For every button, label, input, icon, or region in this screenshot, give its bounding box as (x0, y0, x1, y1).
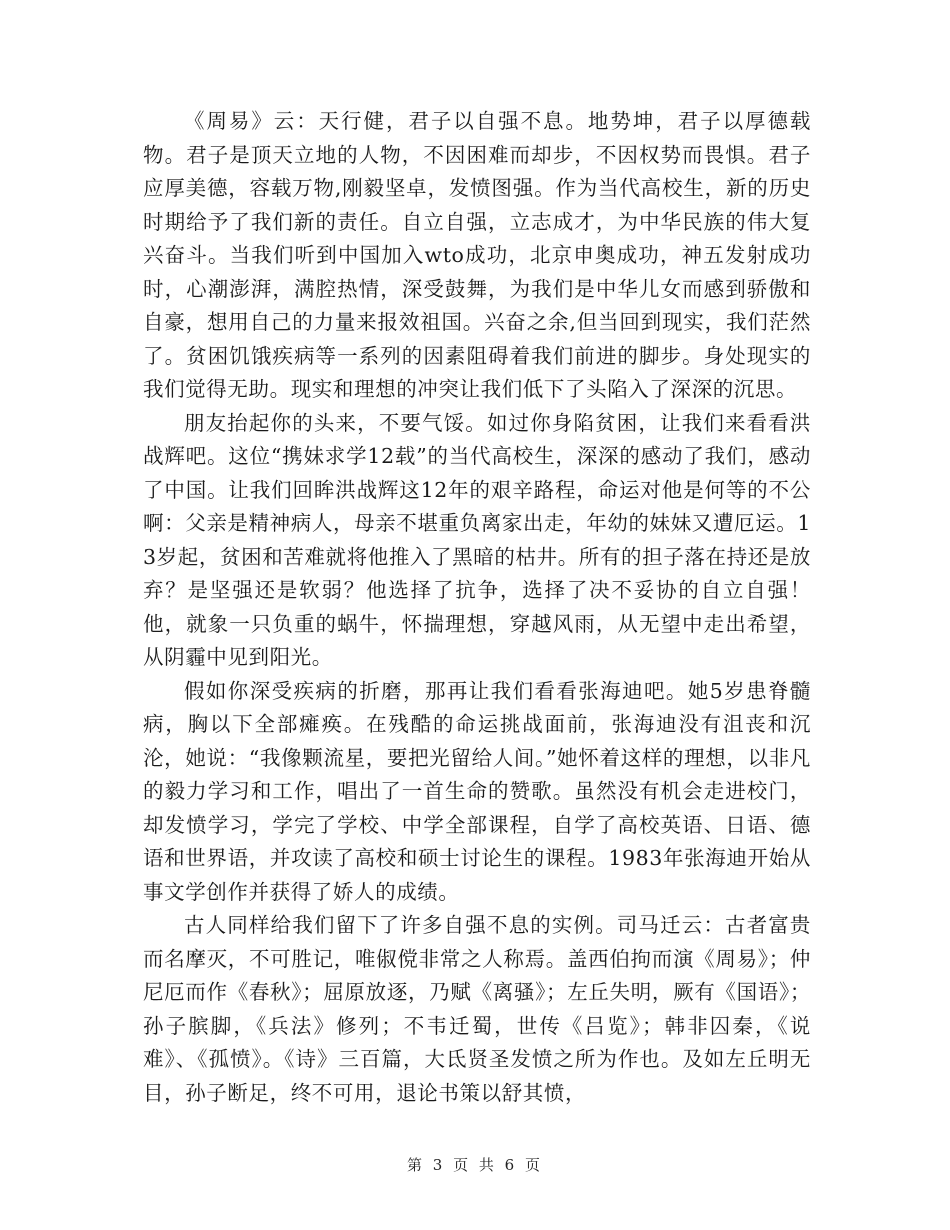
document-body (143, 105, 811, 1110)
paragraph-sima-qian: 古人同样给我们留下了许多自强不息的实例。司马迁云：古者富贵而名摩灭，不可胜记，唯俶傥非常之人称焉。盖西伯拘而演《周易》；仲尼厄而作《春秋》；屈原放逐，乃赋《离骚》；左丘失明，厥有《国语》；孙子膑脚，《兵法》修列；不韦迁蜀，世传《吕览》；韩非囚秦，《说难》、《孤愤》。《诗》三百篇，大氐贤圣发愤之所为作也。及如左丘明无目，孙子断足，终不可用，退论书策以舒其愤， (143, 913, 811, 1105)
paragraph-hong-zhanhui: 朋友抬起你的头来，不要气馁。如过你身陷贫困，让我们来看看洪战辉吧。这位“携妹求学12载”的当代高校生，深深的感动了我们，感动了中国。让我们回眸洪战辉这12年的艰辛路程，命运对他是何等的不公啊：父亲是精神病人，母亲不堪重负离家出走，年幼的妹妹又遭厄运。13岁起，贫困和苦难就将他推入了黑暗的枯井。所有的担子落在持还是放弃？是坚强还是软弱？他选择了抗争，选择了决不妥协的自立自强！他，就象一只负重的蜗牛，怀揣理想，穿越风雨，从无望中走出希望，从阴霾中见到阳光。 (143, 410, 811, 669)
paragraph-zhouyi: 《周易》云：天行健，君子以自强不息。地势坤，君子以厚德载物。君子是顶天立地的人物，不因困难而却步，不因权势而畏惧。君子应厚美德，容载万物,刚毅坚卓，发愤图强。作为当代高校生，新的历史时期给予了我们新的责任。自立自强，立志成才，为中华民族的伟大复兴奋斗。当我们听到中国加入wto成功，北京申奥成功，神五发射成功时，心潮澎湃，满腔热情，深受鼓舞，为我们是中华儿女而感到骄傲和自豪，想用自己的力量来报效祖国。兴奋之余,但当回到现实，我们茫然了。贫困饥饿疾病等一系列的因素阻碍着我们前进的脚步。身处现实的我们觉得无助。现实和理想的冲突让我们低下了头陷入了深深的沉思。 (143, 109, 811, 401)
page-number-footer: 第 3 页 共 6 页 (407, 1156, 543, 1174)
paragraph-zhang-haidi: 假如你深受疾病的折磨，那再让我们看看张海迪吧。她5岁患脊髓病，胸以下全部瘫痪。在残酷的命运挑战面前，张海迪没有沮丧和沉沦，她说：“我像颗流星，要把光留给人间。”她怀着这样的理想，以非凡的毅力学习和工作，唱出了一首生命的赞歌。虽然没有机会走进校门，却发愤学习，学完了学校、中学全部课程，自学了高校英语、日语、德语和世界语，并攻读了高校和硕士讨论生的课程。1983年张海迪开始从事文学创作并获得了娇人的成绩。 (143, 678, 811, 904)
